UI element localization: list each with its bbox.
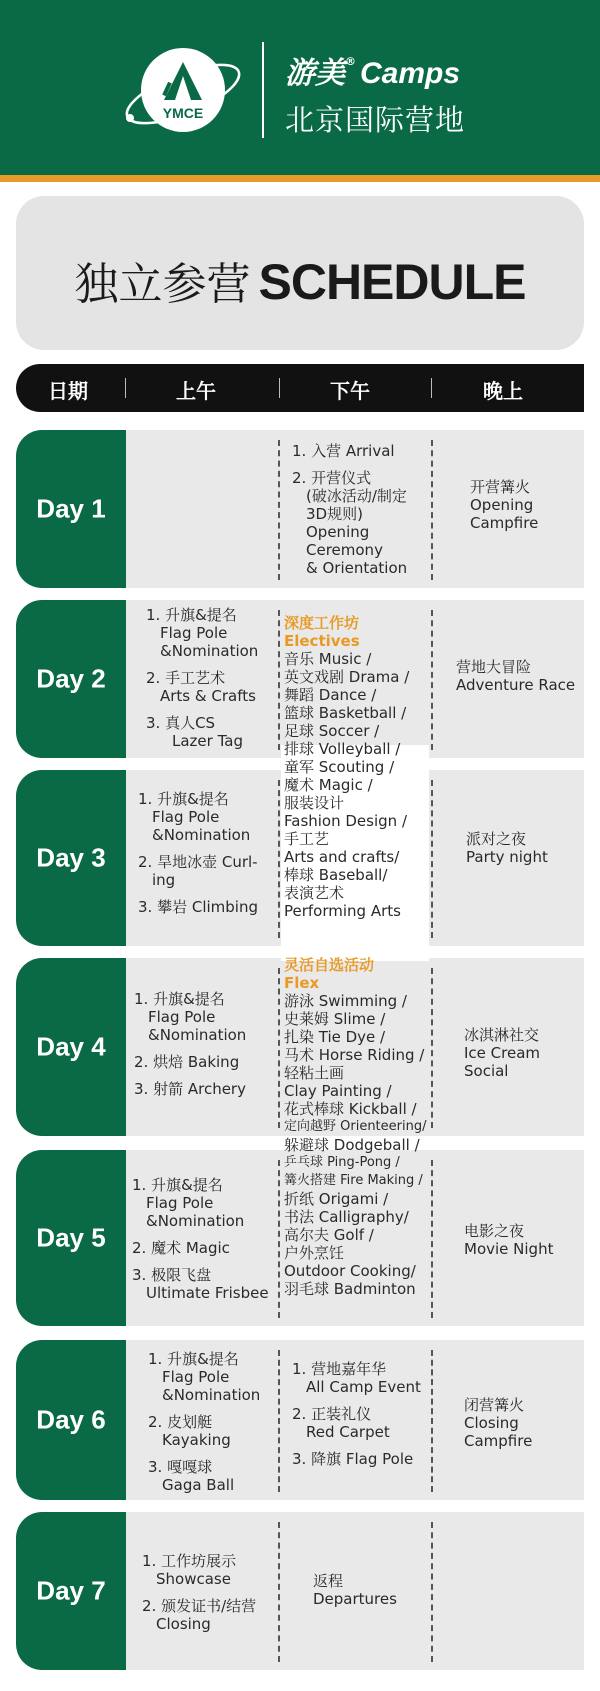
- electives-title-cn: 深度工作坊: [284, 614, 360, 632]
- schedule-item: 3. 射箭 Archery: [134, 1080, 246, 1098]
- elective-item: 篮球 Basketball /: [284, 704, 407, 722]
- day-tab: [16, 770, 126, 946]
- schedule-item: &Nomination: [152, 826, 251, 844]
- schedule-item: & Orientation: [306, 559, 408, 577]
- schedule-item: Ice Cream: [464, 1044, 541, 1062]
- schedule-item: Ultimate Frisbee: [146, 1284, 269, 1302]
- day-tab: [16, 1150, 126, 1326]
- day-label: Day 3: [36, 842, 106, 873]
- day-tab: [16, 600, 126, 758]
- elective-item: Performing Arts: [284, 902, 401, 920]
- elective-item: 手工艺: [284, 830, 330, 848]
- day2-morning: [146, 606, 258, 750]
- dashed-divider: [431, 780, 433, 938]
- day6-morning: [148, 1350, 260, 1494]
- flex-item: 羽毛球 Badminton: [284, 1280, 416, 1298]
- dashed-divider: [431, 1350, 433, 1492]
- schedule-item: 派对之夜: [466, 830, 527, 848]
- schedule-item: 2. 烘焙 Baking: [134, 1053, 240, 1071]
- elective-item: 舞蹈 Dance /: [284, 686, 377, 704]
- schedule-item: &Nomination: [148, 1026, 247, 1044]
- dashed-divider: [278, 1522, 280, 1662]
- day6-afternoon: [292, 1360, 421, 1468]
- schedule-item: 1. 入营 Arrival: [292, 442, 395, 460]
- day2-evening: [456, 658, 575, 694]
- day-tab: [16, 1340, 126, 1500]
- schedule-item: Opening: [306, 523, 370, 541]
- column-evening: 晚上: [483, 379, 523, 403]
- schedule-item: 1. 升旗&提名: [138, 790, 229, 808]
- schedule-item: Showcase: [156, 1570, 231, 1588]
- flex-item: Clay Painting /: [284, 1082, 392, 1100]
- schedule-item: 营地大冒险: [456, 658, 532, 676]
- schedule-item: Gaga Ball: [162, 1476, 235, 1494]
- page-title: [16, 248, 584, 312]
- schedule-item: Departures: [313, 1590, 397, 1608]
- flex-item: 户外烹饪: [284, 1244, 345, 1262]
- column-afternoon: 下午: [330, 379, 370, 403]
- brand-en: Camps: [360, 57, 461, 90]
- header-divider: [262, 42, 264, 138]
- flex-item: 扎染 Tie Dye /: [284, 1028, 386, 1046]
- flex-title-cn: 灵活自选活动: [284, 956, 375, 974]
- elective-item: 棒球 Baseball/: [284, 866, 388, 884]
- schedule-item: 2. 皮划艇: [148, 1413, 213, 1431]
- dashed-divider: [431, 440, 433, 580]
- schedule-item: Kayaking: [162, 1431, 231, 1449]
- brand-title: [285, 48, 465, 92]
- dashed-divider: [431, 610, 433, 750]
- elective-item: 音乐 Music /: [284, 650, 372, 668]
- schedule-item: 1. 升旗&提名: [146, 606, 237, 624]
- day-tab: [16, 1512, 126, 1670]
- column-date: 日期: [48, 379, 88, 403]
- schedule-item: Lazer Tag: [172, 732, 243, 750]
- schedule-item: 2. 手工艺术: [146, 669, 226, 687]
- schedule-item: Red Carpet: [306, 1423, 390, 1441]
- day-tab: [16, 958, 126, 1136]
- brand-registered: ®: [345, 55, 356, 68]
- flex-item: 高尔夫 Golf /: [284, 1226, 374, 1244]
- flex-item: 篝火搭建 Fire Making /: [284, 1173, 423, 1188]
- day-label: Day 6: [36, 1404, 106, 1435]
- day7-morning: [142, 1552, 256, 1633]
- schedule-item: 3. 极限飞盘: [132, 1266, 212, 1284]
- day-label: Day 1: [36, 493, 106, 524]
- elective-item: 童军 Scouting /: [284, 758, 395, 776]
- elective-item: 英文戏剧 Drama /: [284, 668, 410, 686]
- dashed-divider: [278, 610, 280, 750]
- schedule-item: 1. 升旗&提名: [148, 1350, 239, 1368]
- schedule-item: All Camp Event: [306, 1378, 421, 1396]
- flex-item: 花式棒球 Kickball /: [284, 1100, 417, 1118]
- flex-item: 游泳 Swimming /: [284, 992, 407, 1010]
- schedule-item: 3. 降旗 Flag Pole: [292, 1450, 414, 1468]
- column-separator: [279, 378, 280, 398]
- flex-item: 折纸 Origami /: [284, 1190, 389, 1208]
- schedule-item: 1. 升旗&提名: [132, 1176, 223, 1194]
- brand-cn: 游美: [285, 56, 345, 91]
- dashed-divider: [278, 440, 280, 580]
- flex-item: 乒乓球 Ping-Pong /: [284, 1155, 400, 1170]
- flex-item: 轻粘土画: [284, 1064, 345, 1082]
- flex-item: Outdoor Cooking/: [284, 1262, 416, 1280]
- column-header-bar: [16, 364, 584, 412]
- brand-block: [285, 48, 465, 139]
- elective-item: 足球 Soccer /: [284, 722, 380, 740]
- schedule-item: &Nomination: [162, 1386, 261, 1404]
- day-label: Day 4: [36, 1031, 106, 1062]
- schedule-item: Party night: [466, 848, 548, 866]
- flex-item: 定向越野 Orienteering/: [284, 1119, 427, 1134]
- schedule-item: 电影之夜: [464, 1222, 525, 1240]
- schedule-item: 3. 真人CS: [146, 714, 216, 732]
- elective-item: 表演艺术: [284, 884, 345, 902]
- day1-afternoon: [292, 442, 407, 577]
- dashed-divider: [431, 1522, 433, 1662]
- schedule-item: Flag Pole: [162, 1368, 230, 1386]
- day5-morning: [132, 1176, 269, 1302]
- elective-item: 排球 Volleyball /: [284, 740, 401, 758]
- title-box: [16, 196, 584, 350]
- elective-item: 服装设计: [284, 794, 345, 812]
- schedule-item: 3. 嘎嘎球: [148, 1458, 213, 1476]
- schedule-item: 开营篝火: [470, 478, 531, 496]
- flex-item: 史莱姆 Slime /: [284, 1010, 386, 1028]
- schedule-item: Ceremony: [306, 541, 383, 559]
- schedule-item: 2. 正装礼仪: [292, 1405, 372, 1423]
- schedule-item: 1. 营地嘉年华: [292, 1360, 387, 1378]
- electives-list: [284, 614, 409, 920]
- schedule-item: Adventure Race: [456, 676, 576, 694]
- schedule-item: Arts & Crafts: [160, 687, 256, 705]
- schedule-item: Flag Pole: [148, 1008, 216, 1026]
- column-separator: [125, 378, 126, 398]
- column-separator: [431, 378, 432, 398]
- schedule-item: 1. 工作坊展示: [142, 1552, 237, 1570]
- dashed-divider: [278, 968, 280, 1128]
- schedule-item: Campfire: [464, 1432, 533, 1450]
- day-label: Day 5: [36, 1222, 106, 1253]
- ymce-logo-icon: [118, 40, 248, 140]
- flex-item: 马术 Horse Riding /: [284, 1046, 425, 1064]
- day-label: Day 7: [36, 1575, 106, 1606]
- schedule-item: Closing: [156, 1615, 211, 1633]
- day-label: Day 2: [36, 663, 106, 694]
- schedule-item: 2. 颁发证书/结营: [142, 1597, 257, 1615]
- dashed-divider: [431, 968, 433, 1128]
- schedule-item: Movie Night: [464, 1240, 554, 1258]
- day5-evening: [464, 1222, 553, 1258]
- brand-subtitle: 北京国际营地: [285, 103, 466, 137]
- day3-evening: [466, 830, 548, 866]
- elective-item: Fashion Design /: [284, 812, 407, 830]
- schedule-item: 2. 旱地冰壶 Curl-: [138, 853, 258, 871]
- schedule-item: Closing: [464, 1414, 519, 1432]
- schedule-item: 2. 开营仪式: [292, 469, 372, 487]
- elective-item: 魔术 Magic /: [284, 776, 373, 794]
- schedule-item: 3D规则): [306, 505, 363, 523]
- schedule-item: Social: [464, 1062, 509, 1080]
- dashed-divider: [431, 1160, 433, 1318]
- schedule-item: Flag Pole: [146, 1194, 214, 1212]
- day6-evening: [464, 1396, 532, 1450]
- day3-morning: [138, 790, 258, 916]
- day1-evening: [470, 478, 538, 532]
- schedule-item: &Nomination: [146, 1212, 245, 1230]
- flex-item: 书法 Calligraphy/: [284, 1208, 409, 1226]
- dashed-divider: [278, 1160, 280, 1318]
- schedule-item: 3. 攀岩 Climbing: [138, 898, 258, 916]
- schedule-item: 冰淇淋社交: [464, 1026, 540, 1044]
- day4-evening: [464, 1026, 540, 1080]
- schedule-item: 闭营篝火: [464, 1396, 525, 1414]
- schedule-item: Flag Pole: [160, 624, 228, 642]
- schedule-item: 返程: [313, 1572, 344, 1590]
- day7-afternoon: [313, 1572, 397, 1608]
- electives-title-en: Electives: [284, 632, 360, 650]
- schedule-item: Campfire: [470, 514, 539, 532]
- schedule-item: 1. 升旗&提名: [134, 990, 225, 1008]
- flex-list: [284, 956, 426, 1298]
- day4-morning: [134, 990, 246, 1098]
- flex-item: 躲避球 Dodgeball /: [284, 1136, 420, 1154]
- column-morning: 上午: [176, 379, 216, 403]
- schedule-item: Flag Pole: [152, 808, 220, 826]
- elective-item: Arts and crafts/: [284, 848, 400, 866]
- flex-title-en: Flex: [284, 974, 320, 992]
- schedule-item: Opening: [470, 496, 534, 514]
- schedule-item: (破冰活动/制定: [306, 487, 407, 505]
- schedule-item: &Nomination: [160, 642, 259, 660]
- dashed-divider: [278, 1350, 280, 1492]
- title-cn: 独立参营: [74, 259, 251, 310]
- schedule-item: 2. 魔术 Magic: [132, 1239, 230, 1257]
- title-en: SCHEDULE: [258, 254, 526, 310]
- schedule-item: ing: [152, 871, 176, 889]
- header-accent-stripe: [0, 175, 600, 182]
- logo-text: YMCE: [162, 105, 204, 121]
- dashed-divider: [278, 780, 280, 938]
- day-tab: [16, 430, 126, 588]
